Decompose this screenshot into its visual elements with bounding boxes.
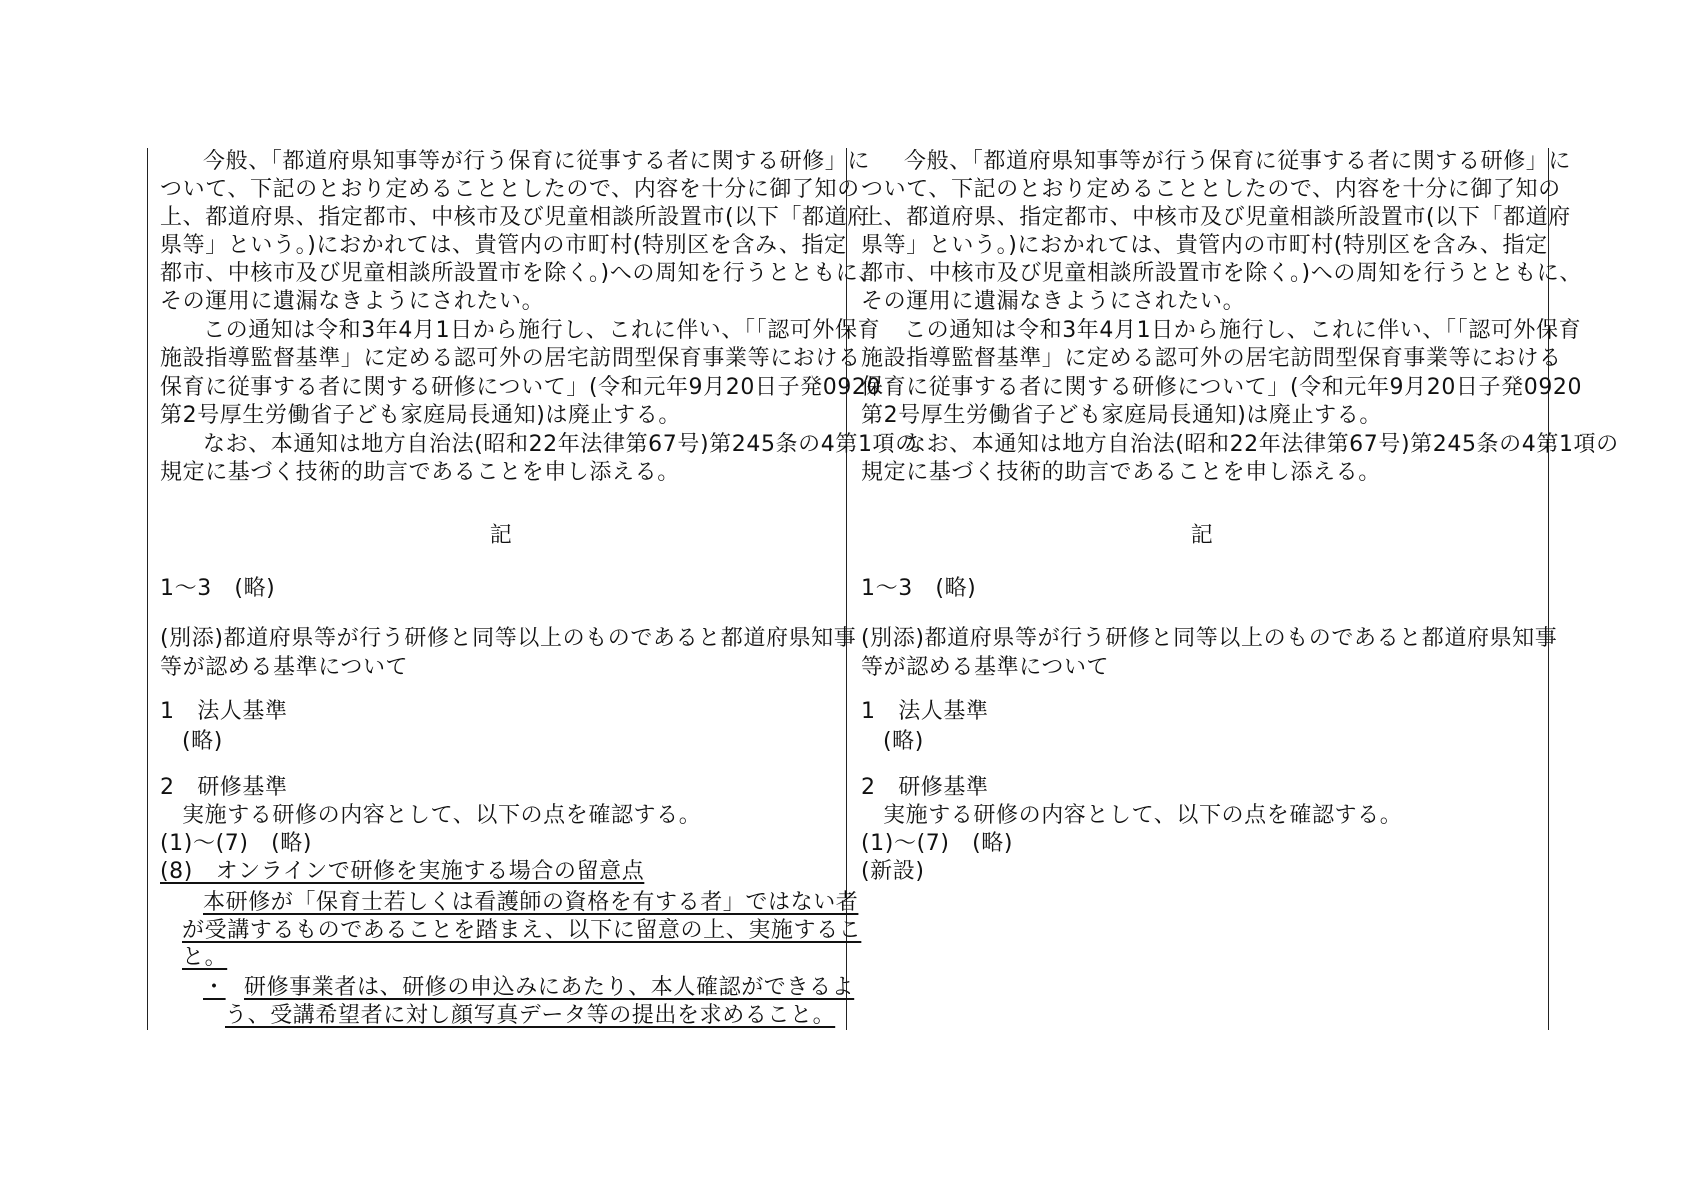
section-2-body: 実施する研修の内容として、以下の点を確認する。: [883, 803, 1403, 828]
bullet-text: う、受講希望者に対し顔写真データ等の提出を求めること。: [225, 1003, 836, 1028]
annex-title: 等が認める基準について: [861, 655, 1110, 680]
intro-line: 上、都道府県、指定都市、中核市及び児童相談所設置市(以下「都道府: [861, 205, 1571, 230]
item-8-body: が受講するものであることを踏まえ、以下に留意の上、実施するこ: [182, 918, 862, 943]
intro-line: 都市、中核市及び児童相談所設置市を除く。)への周知を行うとともに、: [160, 261, 881, 286]
intro-line: 規定に基づく技術的助言であることを申し添える。: [160, 460, 680, 485]
items-1-7: (1)～(7) (略): [861, 831, 1014, 856]
intro-line: 施設指導監督基準」に定める認可外の居宅訪問型保育事業等における: [861, 346, 1562, 371]
intro-line: この通知は令和3年4月1日から施行し、これに伴い、「「認可外保育: [203, 318, 881, 343]
intro-line: 保育に従事する者に関する研修について」(令和元年9月20日子発0920: [160, 375, 882, 400]
ki-heading: 記: [489, 523, 513, 548]
intro-line: ついて、下記のとおり定めることとしたので、内容を十分に御了知の: [861, 177, 1561, 202]
items-1-7: (1)～(7) (略): [160, 831, 313, 856]
intro-line: 保育に従事する者に関する研修について」(令和元年9月20日子発0920: [861, 375, 1583, 400]
intro-line: 第2号厚生労働省子ども家庭局長通知)は廃止する。: [160, 403, 681, 428]
annex-title: (別添)都道府県等が行う研修と同等以上のものであると都道府県知事: [861, 626, 1558, 651]
intro-line: 県等」という。)におかれては、貴管内の市町村(特別区を含み、指定: [861, 233, 1548, 258]
item-8-body: 本研修が「保育士若しくは看護師の資格を有する者」ではない者: [203, 890, 859, 915]
column-current: [861, 0, 1619, 1181]
table-border-left: [147, 148, 148, 1030]
new-item-note: (新設): [861, 859, 925, 884]
annex-title: 等が認める基準について: [160, 655, 409, 680]
intro-line: 今般、「都道府県知事等が行う保育に従事する者に関する研修」に: [904, 149, 1572, 174]
intro-line: 第2号厚生労働省子ども家庭局長通知)は廃止する。: [861, 403, 1382, 428]
intro-line: 都市、中核市及び児童相談所設置市を除く。)への周知を行うとともに、: [861, 261, 1582, 286]
intro-line: ついて、下記のとおり定めることとしたので、内容を十分に御了知の: [160, 177, 860, 202]
intro-line: 今般、「都道府県知事等が行う保育に従事する者に関する研修」に: [203, 149, 871, 174]
section-2-title: 2 研修基準: [861, 775, 989, 800]
item-1-3: 1～3 (略): [861, 576, 977, 601]
section-1-title: 1 法人基準: [861, 699, 989, 724]
intro-line: なお、本通知は地方自治法(昭和22年法律第67号)第245条の4第1項の: [904, 432, 1619, 457]
intro-line: その運用に遺漏なきようにされたい。: [861, 289, 1246, 314]
intro-line: この通知は令和3年4月1日から施行し、これに伴い、「「認可外保育: [904, 318, 1582, 343]
item-1-3: 1～3 (略): [160, 576, 276, 601]
section-1-title: 1 法人基準: [160, 699, 288, 724]
bullet-mark: ・: [203, 975, 226, 1000]
section-2-title: 2 研修基準: [160, 775, 288, 800]
section-1-body: (略): [883, 729, 924, 754]
section-1-body: (略): [182, 729, 223, 754]
intro-line: なお、本通知は地方自治法(昭和22年法律第67号)第245条の4第1項の: [203, 432, 918, 457]
annex-title: (別添)都道府県等が行う研修と同等以上のものであると都道府県知事: [160, 626, 857, 651]
section-2-body: 実施する研修の内容として、以下の点を確認する。: [182, 803, 702, 828]
item-8-body: と。: [182, 945, 228, 970]
intro-line: その運用に遺漏なきようにされたい。: [160, 289, 545, 314]
item-8-title: (8) オンラインで研修を実施する場合の留意点: [160, 859, 645, 884]
intro-line: 県等」という。)におかれては、貴管内の市町村(特別区を含み、指定: [160, 233, 847, 258]
ki-heading: 記: [1190, 523, 1214, 548]
intro-line: 施設指導監督基準」に定める認可外の居宅訪問型保育事業等における: [160, 346, 861, 371]
intro-line: 上、都道府県、指定都市、中核市及び児童相談所設置市(以下「都道府: [160, 205, 870, 230]
intro-line: 規定に基づく技術的助言であることを申し添える。: [861, 460, 1381, 485]
bullet-text: 研修事業者は、研修の申込みにあたり、本人確認ができるよ: [244, 975, 855, 1000]
